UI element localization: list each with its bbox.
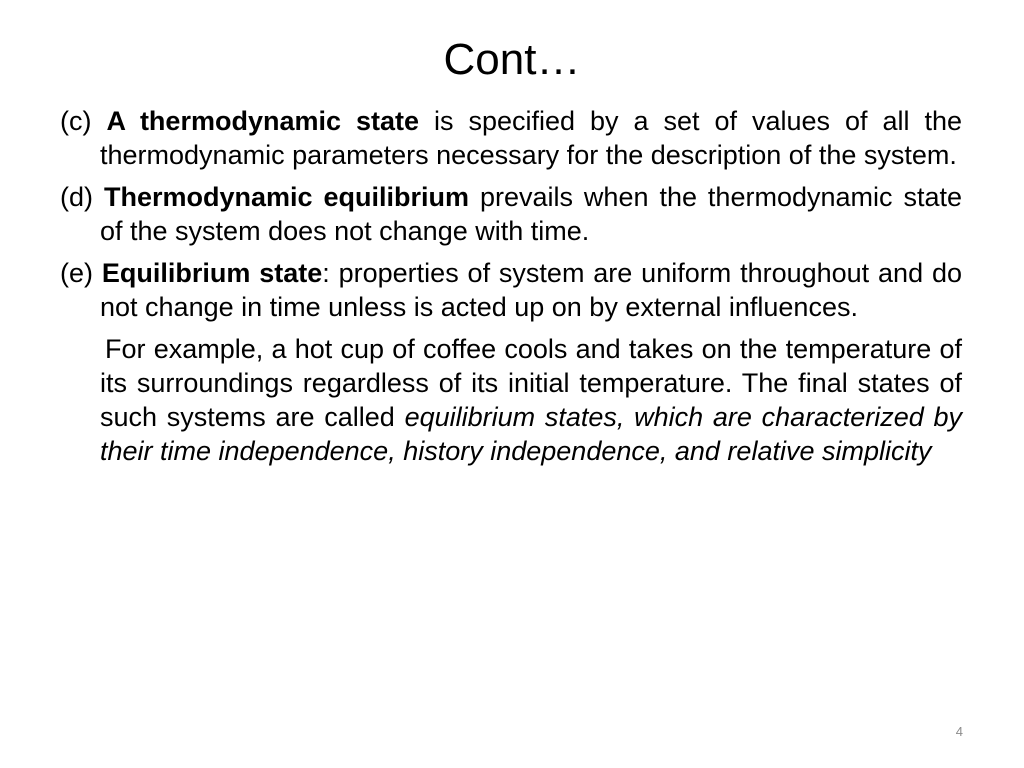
slide-title: Cont… [443,35,581,84]
definition-item-c [60,104,962,172]
example-paragraph [60,332,962,468]
item-text: is specified by a set of values of all the thermodynamic parameters necessary for the description of the system. [100,106,962,170]
slide-body [60,104,962,468]
example-italic-text: equilibrium states, which are characterized by their time independence, history independence, and relative simplicity [100,402,962,466]
item-text: prevails when the thermodynamic state of the system does not change with time. [100,182,962,246]
item-marker: (e) [60,258,93,288]
item-text: properties of system are uniform throughout and do not change in time unless is acted up on by external influences. [100,258,962,322]
definition-item-e [60,256,962,324]
item-marker: (d) [60,182,93,212]
item-term: Thermodynamic equilibrium [103,182,469,212]
definition-item-d [60,180,962,248]
item-term: A thermodynamic state [106,106,419,136]
page-number: 4 [955,724,963,739]
example-plain-text: For example, a hot cup of coffee cools and takes on the temperature of its surroundings regardless of its initial temperature. The final states of such systems are called [100,334,962,432]
item-marker: (c) [60,106,92,136]
item-colon: : [322,258,330,288]
item-term: Equilibrium state [101,258,323,288]
